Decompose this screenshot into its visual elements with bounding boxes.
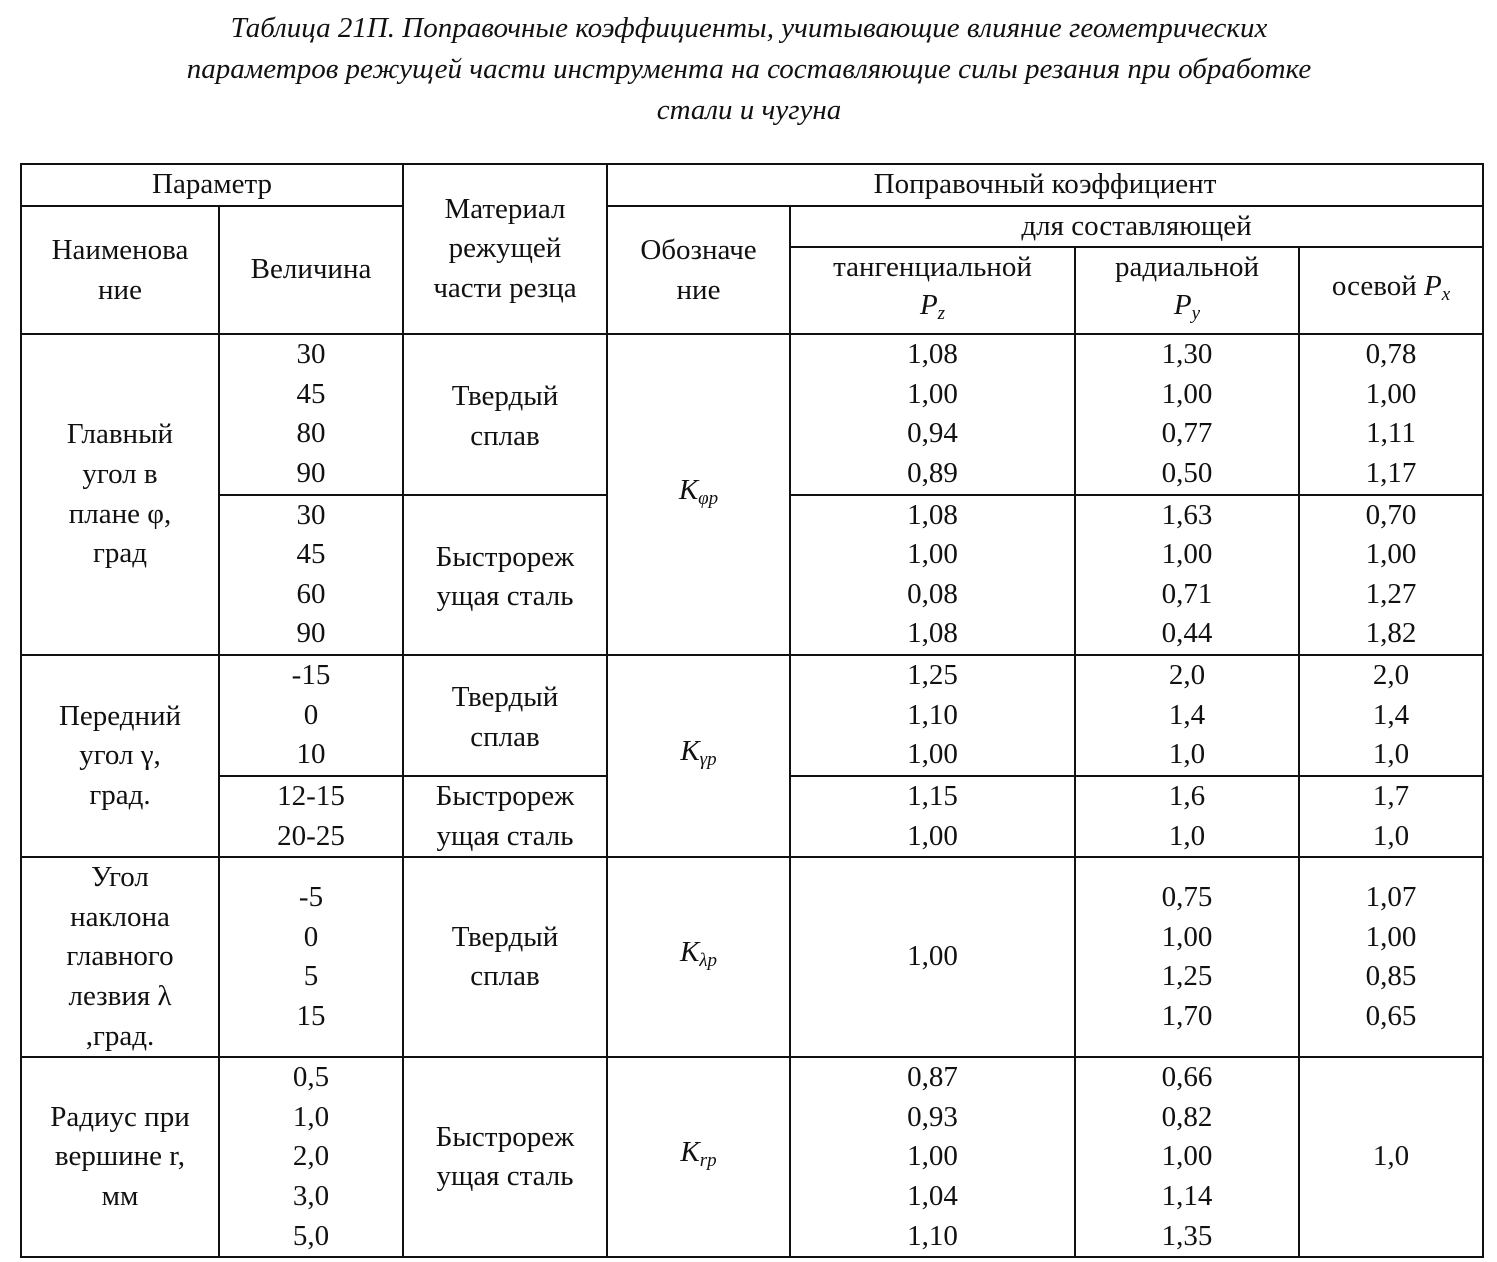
caption-line: Таблица 21П. Поправочные коэффициенты, учитывающие влияние геометрических <box>230 12 1268 44</box>
param-name-line: угол γ, <box>79 739 161 772</box>
pz-value: 1,15 <box>907 779 958 812</box>
pz-value: 0,94 <box>907 417 958 450</box>
py-value: 1,70 <box>1161 999 1213 1032</box>
pz-value: 0,08 <box>907 577 958 610</box>
value: 2,0 <box>292 1140 330 1173</box>
pz-value: 1,08 <box>907 498 958 531</box>
material-line: Быстрореж <box>435 1120 575 1153</box>
header-coefficient: Поправочный коэффициент <box>607 164 1483 206</box>
px-value: 0,78 <box>1365 338 1417 371</box>
param-name-line: угол в <box>82 457 158 490</box>
values-cell <box>219 655 403 776</box>
pz-value: 1,04 <box>907 1179 958 1212</box>
pz-cell <box>790 655 1075 776</box>
values-cell <box>219 1057 403 1257</box>
material-line: Быстрореж <box>435 540 575 573</box>
value: 90 <box>296 617 326 650</box>
value: -15 <box>291 659 331 692</box>
material-line: ущая сталь <box>436 1160 574 1193</box>
pz-value: 1,00 <box>907 819 958 852</box>
header-designation-line: Обозначе <box>640 233 757 266</box>
header-name <box>21 206 219 335</box>
px-cell <box>1299 776 1483 857</box>
py-value: 0,77 <box>1161 417 1213 450</box>
py-cell <box>1075 655 1299 776</box>
px-value: 1,00 <box>1365 920 1417 953</box>
py-cell <box>1075 1057 1299 1257</box>
pz-cell <box>790 495 1075 655</box>
px-value: 1,00 <box>1365 377 1417 410</box>
designation-subscript: rp <box>699 1150 717 1172</box>
param-name-line: Радиус при <box>50 1100 190 1133</box>
py-value: 1,6 <box>1168 779 1206 812</box>
param-name-line: мм <box>101 1179 139 1212</box>
py-value: 1,0 <box>1168 819 1206 852</box>
py-value: 0,75 <box>1161 880 1213 913</box>
px-value: 2,0 <box>1372 659 1410 692</box>
caption-line: стали и чугуна <box>656 94 842 126</box>
param-name-rake-angle <box>21 655 219 857</box>
px-value: 1,0 <box>1372 819 1410 852</box>
px-value: 0,85 <box>1365 960 1417 993</box>
param-name-line: главного <box>66 940 174 973</box>
value: 20-25 <box>277 819 345 852</box>
px-value: 1,07 <box>1365 880 1417 913</box>
header-axial: осевой $P_x$ <box>1299 247 1483 334</box>
param-name-line: Главный <box>66 418 174 451</box>
px-value: 1,7 <box>1372 779 1410 812</box>
px-value: 0,70 <box>1365 498 1417 531</box>
material-line: ущая сталь <box>436 580 574 613</box>
designation-cell <box>607 655 790 857</box>
py-value: 0,44 <box>1161 617 1213 650</box>
caption-line: параметров режущей части инструмента на составляющие силы резания при обработке <box>186 53 1312 85</box>
material-line: сплав <box>470 960 540 993</box>
coefficients-table <box>20 163 1484 1258</box>
material-cell <box>403 857 607 1057</box>
px-value: 1,17 <box>1365 456 1417 489</box>
designation-subscript: λp <box>699 950 718 972</box>
px-cell <box>1299 495 1483 655</box>
py-value: 2,0 <box>1168 659 1206 692</box>
designation-symbol: K <box>680 735 700 768</box>
table-row <box>21 1057 1483 1257</box>
header-designation-line: ние <box>676 273 721 306</box>
header-radial <box>1075 247 1299 334</box>
header-component: для составляющей <box>790 206 1483 248</box>
table-row <box>21 655 1483 776</box>
py-value: 0,66 <box>1161 1061 1213 1094</box>
px-cell: 1,0 <box>1299 1057 1483 1257</box>
value: 45 <box>296 538 326 571</box>
value: 30 <box>296 498 326 531</box>
designation-symbol: K <box>680 1136 700 1169</box>
py-value: 1,14 <box>1161 1179 1213 1212</box>
value: 5,0 <box>292 1219 330 1252</box>
header-py-symbol: $P_y$ <box>1173 289 1201 325</box>
values-cell <box>219 776 403 857</box>
px-cell <box>1299 655 1483 776</box>
py-value: 1,00 <box>1161 538 1213 571</box>
py-value: 1,00 <box>1161 1140 1213 1173</box>
param-name-line: ,град. <box>85 1019 155 1052</box>
values-cell <box>219 495 403 655</box>
py-value: 0,82 <box>1161 1100 1213 1133</box>
py-value: 0,71 <box>1161 577 1213 610</box>
px-cell <box>1299 857 1483 1057</box>
value: 0 <box>303 920 319 953</box>
pz-cell: 1,00 <box>790 857 1075 1057</box>
param-name-nose-radius <box>21 1057 219 1257</box>
material-line: Быстрореж <box>435 779 575 812</box>
pz-value: 1,25 <box>907 659 958 692</box>
header-pz-symbol: $P_z$ <box>919 289 946 325</box>
header-value: Величина <box>219 206 403 335</box>
values-cell <box>219 334 403 494</box>
pz-value: 0,87 <box>907 1061 958 1094</box>
header-axial-label: осевой <box>1331 269 1417 302</box>
pz-cell <box>790 776 1075 857</box>
pz-value: 1,00 <box>907 377 958 410</box>
value: 10 <box>296 738 326 771</box>
value: 0 <box>303 698 319 731</box>
table-row <box>21 857 1483 1057</box>
param-name-line: вершине r, <box>54 1140 186 1173</box>
pz-value: 1,08 <box>907 338 958 371</box>
param-name-line: плане φ, <box>68 497 172 530</box>
material-line: Твердый <box>451 920 559 953</box>
header-tangential-label: тангенциальной <box>833 251 1032 284</box>
py-cell <box>1075 495 1299 655</box>
header-material <box>403 164 607 334</box>
designation-cell <box>607 857 790 1057</box>
param-name-line: град <box>92 537 148 570</box>
px-value: 1,82 <box>1365 617 1417 650</box>
pz-value: 1,00 <box>907 738 958 771</box>
designation-subscript: φp <box>698 487 719 509</box>
px-cell <box>1299 334 1483 494</box>
py-value: 1,0 <box>1168 738 1206 771</box>
param-name-main-angle <box>21 334 219 655</box>
header-name-line: Наименова <box>51 233 189 266</box>
value: 12-15 <box>277 779 345 812</box>
value: 0,5 <box>292 1061 330 1094</box>
value: 60 <box>296 577 326 610</box>
py-value: 1,63 <box>1161 498 1213 531</box>
header-tangential <box>790 247 1075 334</box>
values-cell <box>219 857 403 1057</box>
header-name-line: ние <box>98 273 142 306</box>
value: 30 <box>296 338 326 371</box>
material-line: сплав <box>470 720 540 753</box>
pz-value: 1,10 <box>907 1219 958 1252</box>
table-row <box>21 334 1483 494</box>
material-cell <box>403 495 607 655</box>
table-caption <box>20 8 1478 131</box>
value: 15 <box>296 999 326 1032</box>
py-value: 1,4 <box>1168 698 1206 731</box>
material-line: Твердый <box>451 380 559 413</box>
designation-cell <box>607 334 790 655</box>
py-value: 1,25 <box>1161 960 1213 993</box>
pz-value: 1,10 <box>907 698 958 731</box>
material-line: сплав <box>470 419 540 452</box>
param-name-inclination-angle <box>21 857 219 1057</box>
py-cell <box>1075 776 1299 857</box>
value: 3,0 <box>292 1179 330 1212</box>
pz-value: 0,93 <box>907 1100 958 1133</box>
pz-value: 1,00 <box>907 1140 958 1173</box>
value: 80 <box>296 417 326 450</box>
header-material-line: Материал <box>444 192 566 225</box>
px-value: 1,00 <box>1365 538 1417 571</box>
header-designation <box>607 206 790 335</box>
param-name-line: наклона <box>70 900 170 933</box>
px-value: 1,0 <box>1372 738 1410 771</box>
header-radial-label: радиальной <box>1114 251 1259 284</box>
value: 90 <box>296 456 326 489</box>
pz-cell <box>790 1057 1075 1257</box>
material-cell <box>403 776 607 857</box>
designation-symbol: K <box>679 936 700 969</box>
param-name-line: лезвия λ <box>68 979 172 1012</box>
designation-subscript: γp <box>699 749 717 771</box>
material-line: ущая сталь <box>436 819 574 852</box>
px-value: 1,4 <box>1372 698 1410 731</box>
header-material-line: режущей <box>448 232 562 265</box>
header-parameter: Параметр <box>21 164 403 206</box>
py-value: 1,35 <box>1161 1219 1213 1252</box>
px-value: 1,27 <box>1365 577 1417 610</box>
py-value: 1,00 <box>1161 920 1213 953</box>
material-cell <box>403 334 607 494</box>
pz-value: 1,08 <box>907 617 958 650</box>
pz-value: 1,00 <box>907 538 958 571</box>
py-value: 0,50 <box>1161 456 1213 489</box>
param-name-line: град. <box>89 778 151 811</box>
pz-value: 0,89 <box>907 456 958 489</box>
py-cell <box>1075 857 1299 1057</box>
param-name-line: Угол <box>91 861 149 894</box>
pz-cell <box>790 334 1075 494</box>
designation-cell <box>607 1057 790 1257</box>
py-value: 1,30 <box>1161 338 1213 371</box>
material-cell <box>403 1057 607 1257</box>
designation-symbol: K <box>678 473 699 506</box>
px-value: 1,11 <box>1366 417 1416 450</box>
value: -5 <box>298 880 324 913</box>
px-value: 0,65 <box>1365 999 1417 1032</box>
material-cell <box>403 655 607 776</box>
material-line: Твердый <box>451 680 559 713</box>
value: 1,0 <box>292 1100 330 1133</box>
value: 5 <box>303 960 319 993</box>
value: 45 <box>296 377 326 410</box>
py-value: 1,00 <box>1161 377 1213 410</box>
param-name-line: Передний <box>58 699 182 732</box>
py-cell <box>1075 334 1299 494</box>
header-material-line: части резца <box>433 271 577 304</box>
